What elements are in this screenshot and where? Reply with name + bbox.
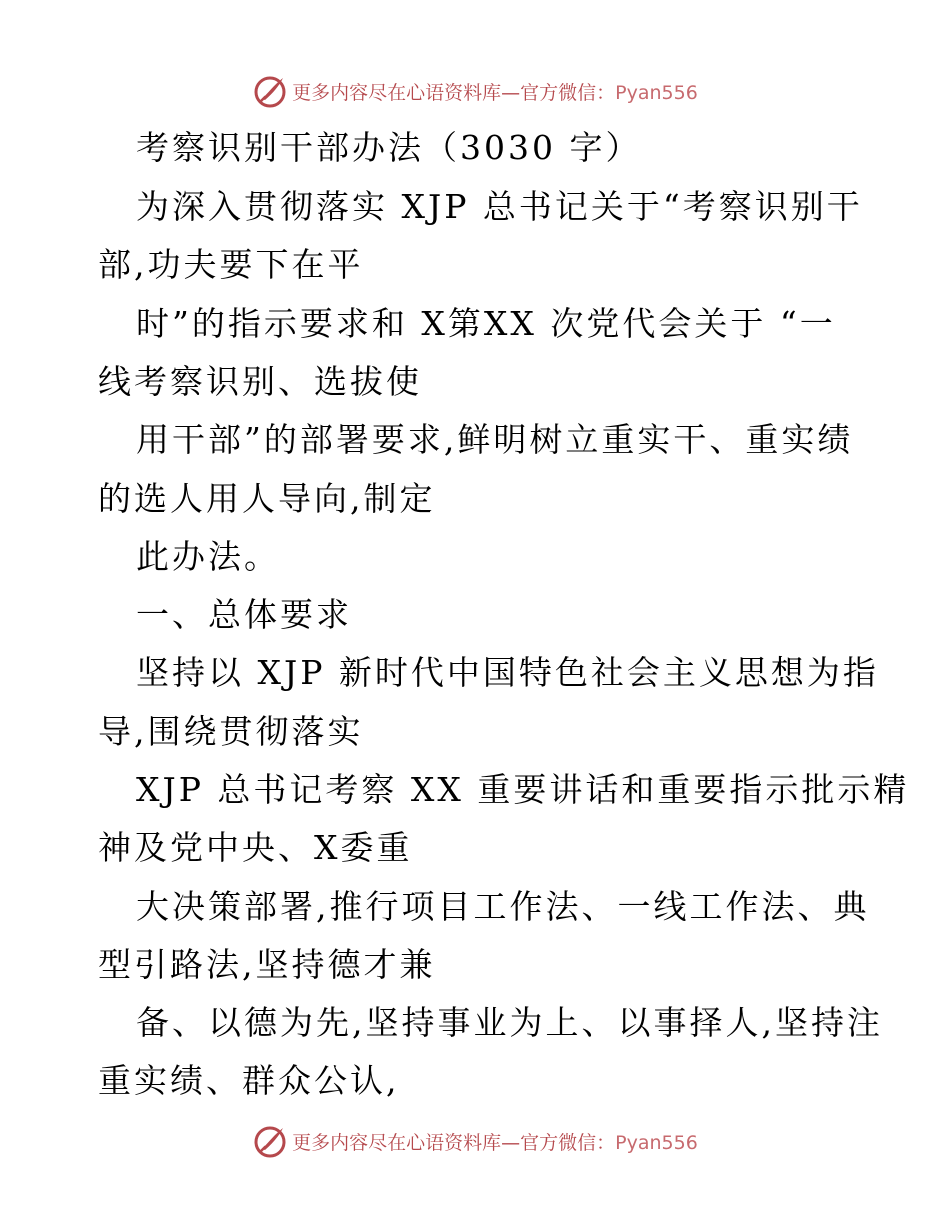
wechat-id: Pyan556 <box>615 1131 698 1154</box>
paragraph-line: 为深入贯彻落实 XJP 总书记关于“考察识别干 <box>136 187 863 226</box>
paragraph-line: 的选人用人导向,制定 <box>98 479 436 518</box>
paragraph-line: XJP 总书记考察 XX 重要讲话和重要指示批示精 <box>136 770 910 809</box>
paragraph-line: 坚持以 XJP 新时代中国特色社会主义思想为指 <box>136 653 879 692</box>
paragraph-line: 大决策部署,推行项目工作法、一线工作法、典 <box>136 887 870 926</box>
paragraph-line: 型引路法,坚持德才兼 <box>98 945 436 984</box>
quill-logo-icon <box>252 73 288 109</box>
paragraph-line: 线考察识别、选拔使 <box>98 362 422 401</box>
paragraph-line: 重实绩、群众公认, <box>98 1061 400 1100</box>
paragraph-line: 神及党中央、X委重 <box>98 828 413 867</box>
paragraph-line: 导,围绕贯彻落实 <box>98 712 364 751</box>
watermark-text: 更多内容尽在心语资料库—官方微信：Pyan556 <box>292 81 698 104</box>
footer-watermark <box>0 1121 950 1161</box>
paragraph-line: 部,功夫要下在平 <box>98 245 364 284</box>
watermark-text: 更多内容尽在心语资料库—官方微信：Pyan556 <box>292 1131 698 1154</box>
paragraph-line: 用干部”的部署要求,鲜明树立重实干、重实绩 <box>136 420 854 459</box>
section-heading: 一、总体要求 <box>136 595 352 634</box>
paragraph-line: 备、以德为先,坚持事业为上、以事择人,坚持注 <box>136 1003 883 1042</box>
paragraph-line: 时”的指示要求和 X第XX 次党代会关于 “一 <box>136 304 836 343</box>
wechat-id: Pyan556 <box>615 81 698 104</box>
quill-logo-icon <box>252 1123 288 1159</box>
header-watermark <box>0 71 950 111</box>
document-title: 考察识别干部办法（3030 字） <box>136 128 642 167</box>
paragraph-line: 此办法。 <box>136 537 280 576</box>
